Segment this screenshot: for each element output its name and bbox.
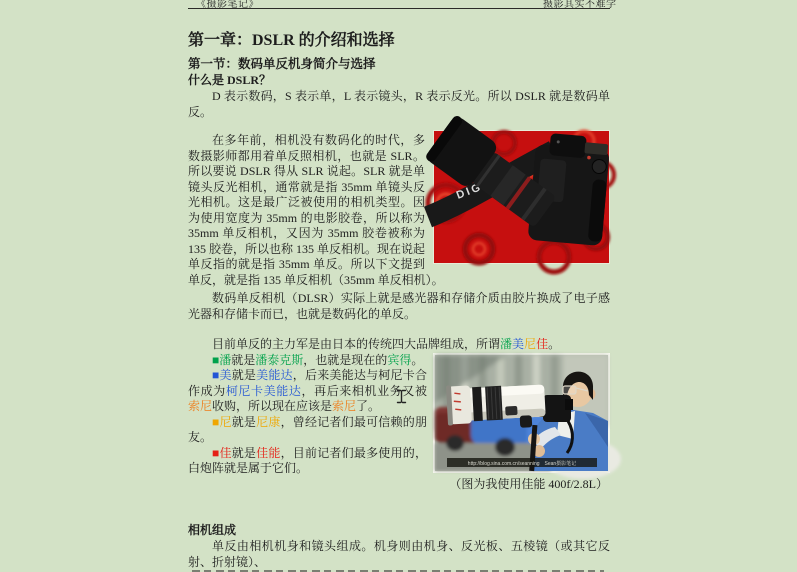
dslr-camera-photo <box>433 130 610 264</box>
brand-pentax-line: ■潘就是潘泰克斯，也就是现在的宾得。 <box>212 352 424 367</box>
brand-canon-line: ■佳就是佳能，目前记者们最多使用的，白炮阵就是属于它们。 <box>188 445 427 475</box>
paragraph-slr-history: 在多年前，相机没有数码化的时代，多数摄影师都用着单反照相机，也就是 SLR。所以要说 DSLR 得从 SLR 说起。SLR 就是单镜头反光相机，通常就是指 35mm 单镜头反光相机。这是最广泛被使用的相机类型。因为使用宽度为 35mm 的电影胶卷，所以称为 35mm 单反相机，又因为 35mm 胶卷被称为 135 胶卷，所以也称 135 单反相机。现在说起单反指的就是指 35mm 单反。所以下文提到单反，就是指 135 单反相机（35mm 单反相机）。 <box>188 133 444 287</box>
photo-caption: （图为我使用佳能 400f/2.8L） <box>449 476 608 491</box>
paragraph-dslr-meaning: D 表示数码，S 表示单，L 表示镜头，R 表示反光。所以 DSLR 就是数码单反。 <box>188 89 610 119</box>
photographer-photo <box>433 353 610 473</box>
brand-nikon-line: ■尼就是尼康，曾经记者们最可信赖的朋友。 <box>188 414 427 444</box>
history-block <box>188 133 610 288</box>
content-column <box>188 9 610 572</box>
paragraph-brands-intro: 目前单反的主力军是由日本的传统四大品牌组成，所谓潘美尼佳。 <box>212 337 561 351</box>
composition-paragraph: 单反由相机机身和镜头组成。机身则由机身、反光板、五棱镜（或其它反射、折射镜）、 <box>188 539 610 569</box>
brands-block <box>188 353 610 493</box>
composition-heading: 相机组成 <box>188 523 237 537</box>
header-slogan: 摄影其实不难学 <box>543 0 617 10</box>
paragraph-digital-slr: 数码单反相机（DLSR）实际上就是感光器和存储介质由胶片换成了电子感光器和存储卡而已，也就是数码化的单反。 <box>188 291 610 321</box>
section-title: 第一节：数码单反机身简介与选择 <box>188 57 376 71</box>
brand-minolta-line: ■美就是美能达，后来美能达与柯尼卡合作成为柯尼卡美能达，再后来相机业务又被索尼收购，所以现在应该是索尼了。 <box>188 368 427 413</box>
i-beam-cursor-icon <box>396 389 407 404</box>
chapter-title: 第一章：DSLR 的介绍和选择 <box>188 32 395 49</box>
header-book-title: 《摄影笔记》 <box>196 0 259 10</box>
question-heading: 什么是 DSLR？ <box>188 73 272 87</box>
photo-watermark: http://blog.sina.com.cn/seanning Sean摄影笔记 <box>467 460 577 467</box>
